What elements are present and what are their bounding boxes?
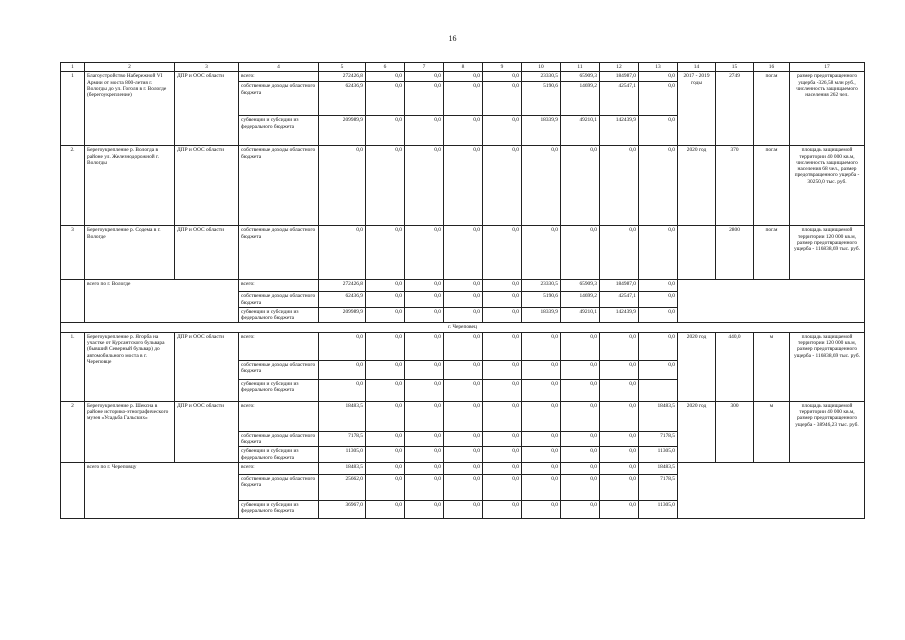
amount-cell: 0,0 [561,474,600,500]
amount-cell: 0,0 [444,82,483,116]
amount-cell: 0,0 [319,146,366,226]
amount-cell: 0,0 [405,360,444,379]
effect-cell: площадь защищаемой территории 120 000 кв.м, размер предотвращенного ущерба - 116838,69 тыс. руб. [790,332,865,401]
row-number: 1 [61,72,85,146]
amount-cell: 0,0 [405,447,444,463]
amount-cell: 0,0 [600,332,639,360]
amount-cell: 0,0 [405,474,444,500]
amount-cell: 0,0 [366,360,405,379]
years-cell: 2020 год [678,401,716,462]
amount-cell: 0,0 [366,500,405,518]
source-label: собственные доходы областного бюджета [239,431,319,447]
amount-cell: 0,0 [483,447,522,463]
amount-cell: 62436,9 [319,292,366,308]
city-heading: г. Череповец [61,323,865,332]
amount-cell: 0,0 [405,72,444,82]
amount-cell: 0,0 [483,474,522,500]
unit-cell: м [754,401,790,462]
source-label: субвенции и субсидии из федерального бюджета [239,500,319,518]
effect-cell: площадь защищаемой территории 40 000 кв.м, размер предотвращенного ущерба - 38946,23 тыс. руб. [790,401,865,462]
years-cell: 2020 год [678,146,716,226]
amount-cell: 0,0 [366,401,405,431]
amount-cell: 36967,0 [319,500,366,518]
row-number: 1. [61,332,85,401]
amount-cell: 42547,1 [600,292,639,308]
empty-cell [678,462,865,518]
amount-cell: 0,0 [405,82,444,116]
city-heading-row [61,323,865,332]
years-cell [678,226,716,280]
source-label: собственные доходы областного бюджета [239,292,319,308]
source-label: всего: [239,401,319,431]
source-label: всего: [239,72,319,82]
amount-cell: 65909,3 [561,72,600,82]
amount-cell: 7178,5 [639,431,678,447]
amount-cell: 209989,9 [319,116,366,146]
source-label: всего: [239,280,319,292]
amount-cell: 0,0 [483,292,522,308]
amount-cell: 0,0 [483,72,522,82]
source-label: субвенции и субсидии из федерального бюджета [239,379,319,401]
amount-cell: 142439,9 [600,116,639,146]
amount-cell: 0,0 [600,474,639,500]
amount-cell: 0,0 [600,379,639,401]
amount-cell: 272426,8 [319,280,366,292]
amount-cell: 0,0 [366,82,405,116]
amount-cell: 0,0 [600,500,639,518]
amount-cell: 49210,1 [561,307,600,323]
amount-cell: 0,0 [522,474,561,500]
amount-cell: 0,0 [405,431,444,447]
project-name: Благоустройство Набережной VI Армии от моста 800-летия г. Вологды до ул. Гоголя в г. Вологде (берегоукрепление) [85,72,175,146]
amount-cell: 0,0 [639,280,678,292]
amount-cell: 0,0 [600,360,639,379]
amount-cell: 0,0 [366,280,405,292]
unit-cell: пог.м [754,72,790,146]
amount-cell: 184987,0 [600,280,639,292]
amount-cell: 0,0 [522,500,561,518]
row-number: 3 [61,226,85,280]
quantity-cell: 2800 [716,226,754,280]
source-label: субвенции и субсидии из федерального бюджета [239,307,319,323]
table-row [61,146,865,226]
amount-cell: 0,0 [366,447,405,463]
row-number: 2. [61,146,85,226]
amount-cell: 0,0 [366,72,405,82]
unit-cell: пог.м [754,226,790,280]
amount-cell: 23330,5 [522,280,561,292]
amount-cell: 0,0 [639,307,678,323]
amount-cell: 0,0 [561,146,600,226]
table-row [61,401,865,431]
amount-cell: 0,0 [483,379,522,401]
col-header: 16 [754,63,790,72]
table-row [61,226,865,280]
amount-cell: 0,0 [639,72,678,82]
amount-cell: 0,0 [600,226,639,280]
col-header: 1 [61,63,85,72]
executor-cell: ДПР и ООС области [175,332,239,401]
amount-cell: 0,0 [600,431,639,447]
source-label: собственные доходы областного бюджета [239,226,319,280]
col-header: 5 [319,63,366,72]
amount-cell: 42547,1 [600,82,639,116]
effect-cell: площадь защищаемой территории 40 000 кв.м, численность защищаемого населения 68 чел., размер предотвращенного ущерба - 30250,0 тыс. руб. [790,146,865,226]
amount-cell: 0,0 [483,401,522,431]
amount-cell: 65909,3 [561,280,600,292]
amount-cell: 0,0 [444,280,483,292]
amount-cell: 18483,5 [319,462,366,474]
empty-cell [678,280,865,323]
amount-cell: 272426,8 [319,72,366,82]
amount-cell: 0,0 [444,379,483,401]
col-header: 15 [716,63,754,72]
summary-row [61,280,865,292]
amount-cell: 11305,0 [319,447,366,463]
amount-cell [639,379,678,401]
financing-table [60,62,865,519]
amount-cell: 0,0 [444,72,483,82]
amount-cell: 0,0 [444,500,483,518]
amount-cell: 0,0 [561,500,600,518]
amount-cell: 0,0 [405,226,444,280]
amount-cell: 18339,9 [522,116,561,146]
source-label: всего: [239,332,319,360]
amount-cell: 0,0 [444,360,483,379]
quantity-cell: 300 [716,401,754,462]
amount-cell: 0,0 [444,401,483,431]
amount-cell: 0,0 [639,116,678,146]
amount-cell: 18483,5 [639,401,678,431]
col-header: 14 [678,63,716,72]
amount-cell: 0,0 [366,226,405,280]
quantity-cell: 2749 [716,72,754,146]
executor-cell: ДПР и ООС области [175,226,239,280]
amount-cell: 0,0 [522,401,561,431]
amount-cell: 0,0 [483,280,522,292]
amount-cell: 14699,2 [561,82,600,116]
summary-title: всего по г. Череповцу [85,462,239,518]
amount-cell: 0,0 [522,431,561,447]
amount-cell: 0,0 [405,307,444,323]
col-header: 2 [85,63,175,72]
amount-cell: 0,0 [319,332,366,360]
table-row [61,72,865,82]
amount-cell: 0,0 [444,226,483,280]
amount-cell: 0,0 [561,226,600,280]
unit-cell: м [754,332,790,401]
amount-cell: 62436,9 [319,82,366,116]
amount-cell: 0,0 [600,401,639,431]
amount-cell: 0,0 [366,474,405,500]
col-header: 6 [366,63,405,72]
amount-cell: 0,0 [561,332,600,360]
quantity-cell: 440,0 [716,332,754,401]
amount-cell: 0,0 [522,360,561,379]
project-name: Берегоукрепление р. Ягорба на участке от Курсантского бульвара (бывший Северный бульвар) до автомобильного моста в г. Череповце [85,332,175,401]
amount-cell: 0,0 [600,146,639,226]
amount-cell: 0,0 [405,292,444,308]
summary-title: всего по г. Вологде [85,280,239,323]
source-label: субвенции и субсидии из федерального бюджета [239,447,319,463]
amount-cell: 0,0 [444,116,483,146]
amount-cell: 0,0 [639,82,678,116]
amount-cell: 0,0 [483,500,522,518]
amount-cell: 0,0 [561,360,600,379]
table-row [61,332,865,360]
project-name: Берегоукрепление р. Шексна в районе историко-этнографического музея «Усадьба Гальских» [85,401,175,462]
amount-cell: 25662,0 [319,474,366,500]
col-header: 9 [483,63,522,72]
amount-cell: 0,0 [405,332,444,360]
source-label: собственные доходы областного бюджета [239,474,319,500]
amount-cell: 0,0 [444,146,483,226]
amount-cell: 0,0 [319,226,366,280]
amount-cell: 0,0 [561,462,600,474]
amount-cell: 0,0 [366,146,405,226]
amount-cell: 23330,5 [522,72,561,82]
amount-cell: 0,0 [561,379,600,401]
summary-row [61,462,865,474]
col-header: 10 [522,63,561,72]
effect-cell: площадь защищаемой территории 120 000 кв.м, размер предотвращенного ущерба - 116838,69 тыс. руб. [790,226,865,280]
column-numbers-row [61,63,865,72]
amount-cell: 0,0 [522,332,561,360]
amount-cell: 49210,1 [561,116,600,146]
amount-cell: 0,0 [522,379,561,401]
amount-cell: 0,0 [444,447,483,463]
source-label: всего: [239,462,319,474]
source-label: собственные доходы областного бюджета [239,146,319,226]
amount-cell: 7178,5 [639,474,678,500]
amount-cell: 0,0 [522,462,561,474]
amount-cell: 0,0 [444,431,483,447]
source-label: собственные доходы областного бюджета [239,82,319,116]
amount-cell: 11305,0 [639,500,678,518]
project-name: Берегоукрепление р. Содема в г. Вологде [85,226,175,280]
amount-cell: 0,0 [561,431,600,447]
amount-cell: 18339,9 [522,307,561,323]
amount-cell: 0,0 [366,307,405,323]
executor-cell: ДПР и ООС области [175,401,239,462]
amount-cell: 0,0 [483,332,522,360]
amount-cell: 0,0 [444,332,483,360]
amount-cell: 18483,5 [319,401,366,431]
amount-cell: 0,0 [319,360,366,379]
amount-cell: 0,0 [405,462,444,474]
amount-cell: 0,0 [366,116,405,146]
amount-cell: 0,0 [639,292,678,308]
amount-cell: 11305,0 [639,447,678,463]
page-number: 16 [448,34,457,43]
amount-cell: 0,0 [405,500,444,518]
amount-cell: 0,0 [639,226,678,280]
amount-cell: 5190,6 [522,292,561,308]
amount-cell: 0,0 [600,447,639,463]
effect-cell: размер предотвращенного ущерба -326,58 млн руб., численность защищаемого населения 262 чел. [790,72,865,146]
amount-cell: 142439,9 [600,307,639,323]
amount-cell: 0,0 [639,146,678,226]
amount-cell: 0,0 [483,462,522,474]
amount-cell: 18483,5 [639,462,678,474]
source-label: субвенции и субсидии из федерального бюджета [239,116,319,146]
amount-cell: 0,0 [319,379,366,401]
amount-cell: 0,0 [366,292,405,308]
amount-cell: 184987,0 [600,72,639,82]
amount-cell: 0,0 [483,360,522,379]
amount-cell: 0,0 [444,292,483,308]
amount-cell: 0,0 [600,462,639,474]
amount-cell: 0,0 [405,379,444,401]
amount-cell: 0,0 [483,307,522,323]
col-header: 13 [639,63,678,72]
amount-cell: 0,0 [483,116,522,146]
amount-cell: 0,0 [366,431,405,447]
amount-cell: 0,0 [639,332,678,360]
years-cell: 2020 год [678,332,716,401]
unit-cell: пог.м [754,146,790,226]
amount-cell: 0,0 [444,307,483,323]
years-cell: 2017 - 2019 годы [678,72,716,146]
amount-cell: 7178,5 [319,431,366,447]
amount-cell: 0,0 [522,146,561,226]
amount-cell: 209989,9 [319,307,366,323]
col-header: 12 [600,63,639,72]
project-name: Берегоукрепление р. Вологда в районе ул. Железнодорожной г. Вологды [85,146,175,226]
amount-cell: 0,0 [405,401,444,431]
col-header: 17 [790,63,865,72]
amount-cell: 0,0 [366,332,405,360]
amount-cell: 0,0 [405,146,444,226]
col-header: 4 [239,63,319,72]
amount-cell: 0,0 [522,447,561,463]
amount-cell: 0,0 [561,401,600,431]
amount-cell: 0,0 [405,280,444,292]
col-header: 7 [405,63,444,72]
amount-cell: 0,0 [366,462,405,474]
amount-cell: 0,0 [483,82,522,116]
amount-cell: 0,0 [561,447,600,463]
executor-cell: ДПР и ООС области [175,146,239,226]
row-number: 2 [61,401,85,462]
amount-cell: 0,0 [522,226,561,280]
row-number [61,462,85,518]
col-header: 8 [444,63,483,72]
col-header: 3 [175,63,239,72]
amount-cell: 0,0 [405,116,444,146]
row-number [61,280,85,323]
amount-cell: 0,0 [366,379,405,401]
col-header: 11 [561,63,600,72]
amount-cell: 0,0 [483,146,522,226]
amount-cell: 14699,2 [561,292,600,308]
executor-cell: ДПР и ООС области [175,72,239,146]
amount-cell: 0,0 [639,360,678,379]
amount-cell: 0,0 [444,462,483,474]
amount-cell: 0,0 [483,226,522,280]
amount-cell: 0,0 [444,474,483,500]
amount-cell: 0,0 [483,431,522,447]
amount-cell: 5190,6 [522,82,561,116]
source-label: собственные доходы областного бюджета [239,360,319,379]
quantity-cell: 370 [716,146,754,226]
